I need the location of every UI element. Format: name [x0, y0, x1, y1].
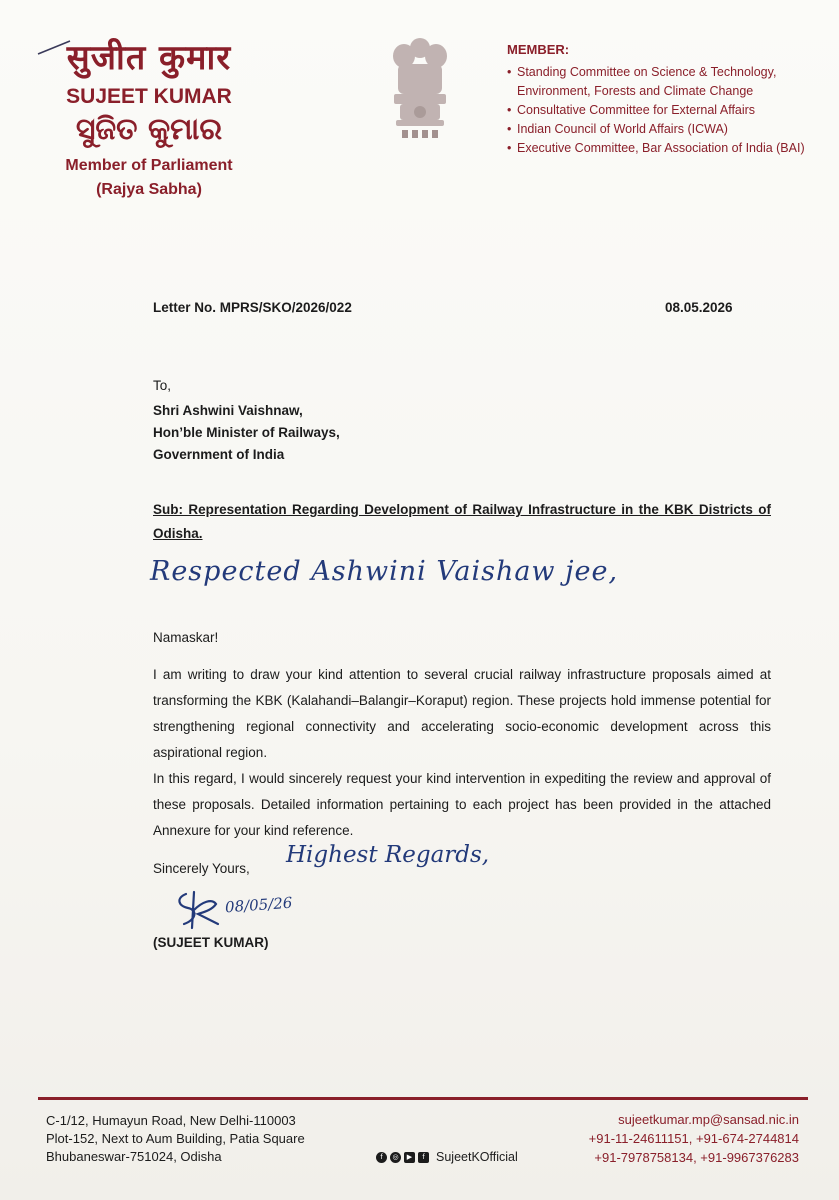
contact-phone: +91-11-24611151, +91-674-2744814	[588, 1131, 799, 1146]
membership-item: • Consultative Committee for External Affairs	[507, 101, 827, 120]
signer-name: (SUJEET KUMAR)	[153, 935, 269, 950]
signature-date: 08/05/26	[224, 893, 293, 917]
body-paragraph: In this regard, I would sincerely request your kind intervention in expediting the review and approval of these proposals. Detailed information pertaining to each project has been provided in the attached Annexure for your kind reference.	[153, 771, 771, 838]
membership-item: • Standing Committee on Science & Technology, Environment, Forests and Climate Change	[507, 63, 827, 101]
name-odia: ସୁଜିତ କୁମାର	[75, 112, 223, 147]
footer-divider	[38, 1097, 808, 1100]
membership-panel	[507, 42, 827, 158]
greeting: Namaskar!	[153, 630, 219, 645]
letterhead-name-block	[34, 38, 264, 200]
letter-date: 08.05.2026	[665, 300, 733, 315]
body-paragraph: I am writing to draw your kind attention to several crucial railway infrastructure proposals aimed at transforming the KBK (Kalahandi–Balangir–Koraput) region. These projects hold immense potential for strengthening regional connectivity and accelerating socio-economic development across this aspirational region.	[153, 667, 771, 760]
membership-item: • Indian Council of World Affairs (ICWA)	[507, 120, 827, 139]
instagram-icon: ◎	[390, 1152, 401, 1163]
designation: Member of Parliament	[65, 157, 233, 174]
social-links	[376, 1150, 518, 1164]
recipient-line: Government of India	[153, 447, 285, 462]
youtube-icon: ▶	[404, 1152, 415, 1163]
name-english: SUJEET KUMAR	[66, 85, 232, 108]
recipient-address	[153, 400, 340, 466]
membership-list	[507, 63, 827, 158]
membership-item: • Executive Committee, Bar Association of India (BAI)	[507, 139, 827, 158]
footer-contact	[589, 1110, 799, 1167]
handwritten-regards: Highest Regards,	[286, 842, 490, 868]
address-line: Plot-152, Next to Aum Building, Patia Square	[46, 1131, 305, 1146]
contact-phone: +91-7978758134, +91-9967376283	[594, 1150, 799, 1165]
address-line: C-1/12, Humayun Road, New Delhi-110003	[46, 1113, 296, 1128]
recipient-line: Hon’ble Minister of Railways,	[153, 425, 340, 440]
facebook-square-icon: f	[418, 1152, 429, 1163]
member-heading: MEMBER:	[507, 42, 570, 57]
letter-number: Letter No. MPRS/SKO/2026/022	[153, 300, 352, 315]
footer-address	[46, 1112, 305, 1166]
recipient-line: Shri Ashwini Vaishnaw,	[153, 403, 303, 418]
address-line: Bhubaneswar-751024, Odisha	[46, 1149, 222, 1164]
house-name: (Rajya Sabha)	[96, 181, 202, 198]
national-emblem-icon	[384, 34, 456, 144]
contact-email: sujeetkumar.mp@sansad.nic.in	[618, 1112, 799, 1127]
closing: Sincerely Yours,	[153, 861, 250, 876]
subject-line: Sub: Representation Regarding Development of Railway Infrastructure in the KBK Districts of Odisha.	[153, 502, 771, 541]
facebook-icon: f	[376, 1152, 387, 1163]
social-handle: SujeetKOfficial	[436, 1150, 518, 1164]
to-label: To,	[153, 378, 172, 393]
name-hindi: सुजीत कुमार	[66, 38, 232, 78]
handwritten-salutation: Respected Ashwini Vaishaw jee,	[150, 556, 619, 587]
